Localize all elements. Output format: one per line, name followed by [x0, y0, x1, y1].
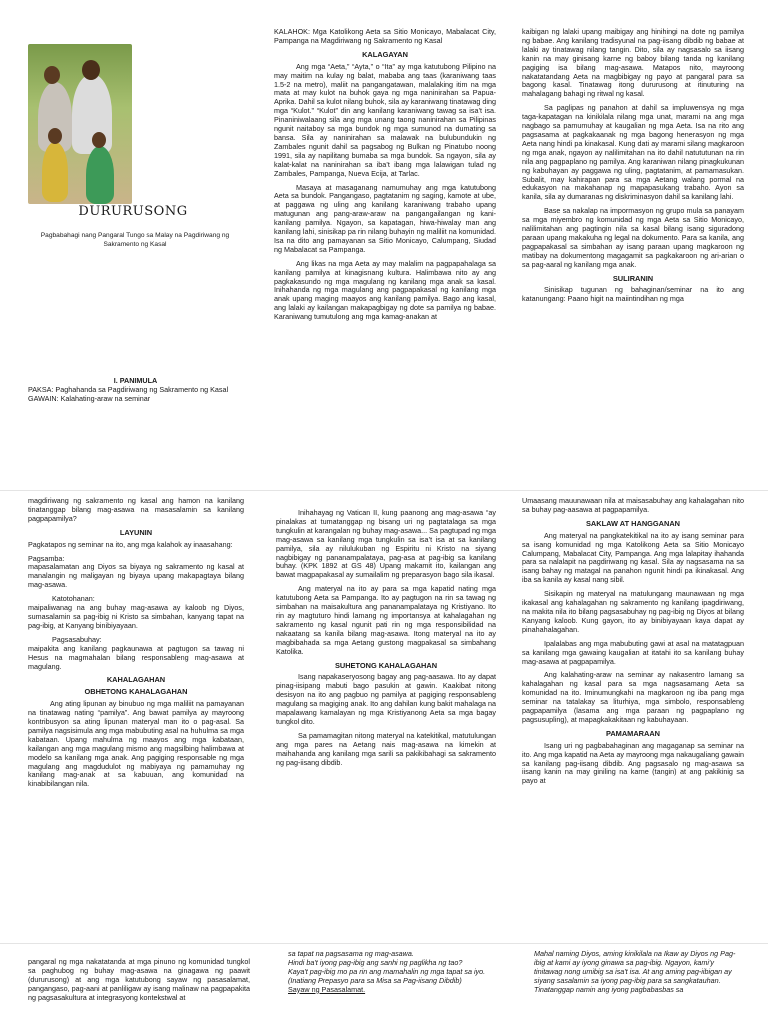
prayer-paragraph: Mahal naming Diyos, aming kinikilala na Ikaw ay Diyos ng Pag-ibig at kami ay iyong ginawa sa pag-ibig. Ngayon, kami'y tinitawag nong umibig sa isa't isa. At ang aming pag-iibigan ay siyang sasalamin sa iyong pag-ibig para sa sangkatauhan. Tinatanggap namin ang iyong pagbabasbas sa	[534, 949, 736, 994]
paragraph: Ang kalahating-araw na seminar ay nakasentro lamang sa kahalagahan ng kasal para sa mga nagsasamang Aeta sa komunidad na ito. Iminumungkahi na magkaroon ng iba pang mga seminar na tatalakay sa liturhiya, mga simbolo, responsableng pagpapamilya (lasama ang mga paraan ng pagpaplano ng pagsusupling), at mapagkakakitaan ng kabuhayaan.	[522, 670, 744, 724]
prayer-line: Kaya't pag-ibig mo pa rin ang mamahalin ng mga tapat sa iyo.	[288, 966, 486, 976]
intro-section	[28, 376, 243, 403]
suliranin-heading: SULIRANIN	[612, 273, 654, 283]
katotohanan-label: Katotohanan:	[52, 594, 95, 604]
paragraph: Inihahayag ng Vatican II, kung paanong ang mag-asawa “ay pinalakas at tumatanggap ng bisang uri ng pagtatalaga sa mga tungkulin at karangalan ng buhay mag-asawa... Sa pagtupad ng mga mag-asawa sa kanilang mga tungkulin sa isa’t isa at sa kanilang pamilya, sila ay nilulukuban ng Espiritu ni Kristo na siyang nagbibigay ng pananampalataya, pag-asa at pag-ibig sa kanilang buhay. (KPK 1892 at GS 48) Upang makamit ito, kailangan ang bawat magpapakasal ay sumailalim ng preparasyon bago sila ikasal.	[276, 508, 496, 580]
document-title: DURURUSONG	[78, 204, 188, 219]
page3-column-3	[534, 950, 744, 995]
page1-column-2	[274, 28, 496, 322]
paragraph: Sinisikap tugunan ng bahaginan/seminar na ito ang katanungang: Paano higit na maiintindihan ng mga	[522, 285, 744, 304]
document-page-1	[0, 0, 768, 490]
paragraph: Ang materyal na ito ay para sa mga kapatid nating mga katutubong Aeta sa Pampanga. Ito ay pagtugon na rin sa tawag ng simbahan na maisakultura ang pananampalataya ng Kristiyano. Ito rin ay magtuturo hindi lamang ng importansya at kahalagahan ng sakramento ng kasal ngunit pati rin ng mga responsibilidad na nakaatang sa kanila bilang mag-asawa. Itong materyal na ito ay magbibahada sa mga Aetang gustong magpakasal sa simbahang Katolika.	[276, 584, 496, 656]
paragraph: Isang uri ng pagbabahaginan ang magaganap sa seminar na ito. Ang mga kapatid na Aeta ay mayroong mga nakaugaliang gawain sa kanilang pag-iisang dibdib. Ang pagsasalo ng mag-asawa sa iisang kanin na may giniling na karne (tangin) at ang pakikinig sa payo at	[522, 740, 744, 786]
prayer-citation: (Inatiang Prepasyo para sa Misa sa Pag-iisang Dibdib)	[288, 975, 462, 985]
page3-column-2	[288, 950, 498, 995]
paragraph: pangaral ng mga nakatatanda at mga pinuno ng komunidad tungkol sa paghubog ng buhay mag-asawa na ginagawa ng paawit (dururusong) at ang mga katutubong sayaw ng pasasalamat, pangangaso, pag-aani at panliligaw ay isang malinaw na pagpapakita ng pagsasakultura at integrasyong kontekstwal at	[28, 957, 250, 1002]
obhetong-heading: OBHETONG KAHALAGAHAN	[84, 687, 188, 697]
page1-column-3	[522, 28, 744, 304]
paragraph: Ang materyal na pangkatekitikal na ito ay isang seminar para sa isang komunidad ng mga Katolikong Aeta sa Sitio Monicayo Calumpang, Mabalacat City, Pampanga. Ang mga lalapitay ihahanda para sa nalalapit na pagdiriwang ng kasal. Sila ay nagsasama na sa isang bahay ng matagal na panahon ngunit hindi pa ikinakasal. Ang iba sa kanila ay kasal nang sibil.	[522, 530, 744, 585]
page2-column-3	[522, 497, 744, 786]
page3-column-1	[28, 958, 250, 1003]
kalagayan-heading: KALAGAYAN	[362, 49, 408, 59]
paragraph: Masaya at masaganang namumuhay ang mga katutubong Aeta sa bundok. Pangangaso, pagtatanim ng saging, kamote at ube, at paggawa ng uling ang kanilang karaniwang trabaho upang matugunan ang pang-araw-araw na pangangailangan ng kani-kanilang pamilya. Ngayon, sa kapatagan, hiwa-hiwalay man ang kanilang lahi, sinisikap pa rin nilang buhayin ng maliliit na komunidad. Isa na dito ang pamayanan sa Sitio Monicayo, Calumpang, Siudad ng Mabalacat sa Pampanga.	[274, 182, 496, 254]
paragraph: Base sa nakalap na impormasyon ng grupo mula sa panayam sa mga miyembro ng komunidad ng mga Aeta sa Sitio Monicayo, nalilimitahan ang pagtingin nila sa kasal bilang isang siguradong paraan upang makakuha ng legal na dokumento. Para sa kanila, ang pagpapakasal sa simbahan ay isang paraan upang magkaroon ng matibay na dokumentong magagamit sa pagkakaroon ng ari-arian o sa pag-aaral ng kanilang mga anak.	[522, 206, 744, 269]
kahalagahan-heading: KAHALAGAHAN	[106, 675, 166, 685]
paragraph: magdiriwang ng sakramento ng kasal ang hamon na kanilang tinatanggap bilang mag-asawa na masasalamin sa kanilang pagpapamilya?	[28, 496, 244, 523]
suhetong-heading: SUHETONG KAHALAGAHAN	[334, 660, 438, 670]
paragraph: Ipalalabas ang mga mabubuting gawi at asal na matatagpuan sa kanilang mga gawaing kaugalian at itatahi ito sa kanilang buhay mag-asawa at pagpapamilya.	[522, 638, 744, 666]
pagsasabuhay-text: maipakita ang kanilang pagkaunawa at pagtugon sa tawag ni Hesus na magmahalan bilang responsableng mag-asawa at magulang.	[28, 643, 244, 671]
document-page-2	[0, 490, 768, 943]
pagsamba-text: mapasalamatan ang Diyos sa biyaya ng sakramento ng kasal at manalangin ng maligayan ng biyaya upang makapagtaya bilang mag-asawa.	[28, 562, 244, 590]
pamamaraan-heading: PAMAMARAAN	[605, 728, 661, 738]
gawain-line: GAWAIN: Kalahating-araw na seminar	[28, 394, 151, 403]
paragraph: Sisikapin ng materyal na matulungang maunawaan ng mga ikakasal ang kahalagahan ng sakramento ng kanilang ipagdiriwang, na makita nila ito bilang pagsasabuhay ng pag-ibig ng Diyos at bilang Kanyang kaloob. Kung gayon, ito ay binibiyayaan kaya dapat ay pinahahalagahan.	[522, 589, 744, 634]
paragraph: Sa paglipas ng panahon at dahil sa impluwensya ng mga taga-kapatagan na kinikilala nilang mga unat, marami na ang mga nagbago sa pamumuhay at kaugalian ng mga Aeta. Isa na rito ang pagsasama at pagkakaanak ng mga bagong henerasyon ng mga Aeta nang hindi pa kinakasal. Kung dati ay marami silang magkaroon ng mga anak, ngayon ay nalilimitahan na ito dahil natututunan na rin nila ang pagpaplano ng pamilya. Ang karaniwan nilang pinagkukunan ng kabuhayan ay paggawa ng uling, pagtatanim, at pamamasukan. Subalit, may kahirapan para sa mga Aetang walang pormal na edukasyon na makahanap ng mapapasukang trabaho. Ayon sa kanila, sila ay dumaranas ng diskriminasyon dahil sa kanilang lahi.	[522, 103, 744, 202]
kalahok-line: KALAHOK: Mga Katolikong Aeta sa Sitio Monicayo, Mabalacat City, Pampanga na Magdiriwang ng Sakramento ng Kasal	[274, 27, 496, 45]
paragraph: Ang ating lipunan ay binubuo ng mga maliliit na pamayanan na tinatawag nating “pamilya”. Ang bawat pamilya ay mayroong kontribusyon sa ating lipunan materyal man ito o pag-asal. Sa pamilya nagsisimula ang mga mabubuting asal na huhulma sa mga kabataan. Upang mahulma ng maayos ang mga kabataan, kailangan ang mga magulang mismo ang magsilbing halimbawa at modelo sa kanilang mga anak. Ang pagiging responsable ng mga magulang ang magdudulot ng mabiyaya ng pamamuhay ng kanilang mag-anak at sa kabuuan, ang komunidad na kinabibilangan nila.	[28, 699, 244, 789]
katotohanan-text: maipaliwanag na ang buhay mag-asawa ay kaloob ng Diyos, sumasalamin sa pag-ibig ni Kristo sa simbahan, kanyang tapat na pag-ibig, at Kanyang binibiyayaan.	[28, 603, 244, 630]
prayer-line: sa tapat na pagsasama ng mag-asawa.	[288, 949, 414, 958]
document-page-3	[0, 943, 768, 1025]
prayer-line: Hindi ba't iyong pag-ibig ang sanhi ng paglikha ng tao?	[288, 957, 463, 967]
document-subtitle: Pagbabahagi nang Pangaral Tungo sa Malay na Pagdiriwang ng Sakramento ng Kasal	[40, 232, 230, 248]
sayaw-label: Sayaw ng Pasasalamat.	[288, 984, 366, 994]
page2-column-2	[276, 509, 496, 772]
paksa-line: PAKSA: Paghahanda sa Pagdiriwang ng Sakramento ng Kasal	[28, 385, 229, 394]
paragraph: Isang napakaseryosong bagay ang pag-aasawa. Ito ay dapat pinag-iisipang mabuti bago pasukin at gawin. Kaakibat nitong desisyon na ito ang pagbuo ng pamilya at pagiging responsableng magulang sa magiging anak. Ito ang dahilan kung bakit mahalaga na mapalawang kamalayan ng mga Kristiyanong Aeta sa mga bagay tungkol dito.	[276, 672, 496, 726]
pagsasabuhay-label: Pagsasabuhay:	[52, 634, 102, 644]
paragraph: Pagkatapos ng seminar na ito, ang mga kalahok ay inaasahang:	[28, 539, 233, 549]
page2-column-1	[28, 497, 244, 794]
layunin-heading: LAYUNIN	[119, 527, 153, 537]
saklaw-heading: SAKLAW AT HANGGANAN	[585, 518, 681, 528]
intro-heading: I. PANIMULA	[113, 376, 158, 385]
family-photo	[28, 44, 132, 204]
pagsamba-label: Pagsamba:	[28, 553, 65, 563]
paragraph: Ang mga “Aeta,” “Ayta,” o “Ita” ay mga katutubong Pilipino na may maitim na kulay ng balat, mababa ang taas (karaniwang taas 1.5-2 na metro), maliit na pangangatawan, malalaking itim na mga mata at may kulot na buhok gaya ng mga naninirahan sa Papua-Aprika. Dahil sa kulot nilang buhok, sila ay karaniwang tinatawag ding mga “Kulot.” “Kulot” din ang kanilang karaniwang tawag sa isa’t isa. Pinaniniwalaang sila ang mga unang taong naninirahan sa Pilipinas ngunit naitaboy sa mga bundok ng mga sumunod na dumating sa bansa. Sila ay naninirahan sa malawak na bulubundukin ng Zambales ngunit dahil sa pagsabog ng Bulkan ng Pinatubo noong 1991, sila ay napilitang bumaba sa mga bundok. Sa ngayon, sila ay kalat-kalat na naninirahan sa iba’t ibang mga lalawigan tulad ng Zambales, Pampanga, Nueva Ecija, at Tarlac.	[274, 61, 496, 178]
paragraph: Sa pamamagitan nitong materyal na katekitikal, matutulungan ang mga pares na Aetang nais mag-asawa na kimekin at maihahanda ang kanilang mga sarili sa pakikibahagi sa sakramento ng pag-iisang dibdib.	[276, 730, 496, 767]
paragraph: kaibigan ng lalaki upang maibigay ang hinihingi na dote ng pamilya ng babae. Ang kanilang tradisyunal na pag-iisang dibdib ng babae at lalaki ay tinatawag nilang tangin. Dito, sila ay nagsasalo sa iisang kanin na may ginisang karne ng baboy bilang tanda ng kanilang pagiging isa bilang mag-asawa. Matapos nito, mayroong nakatatandang Aeta na magbibigay ng payo at pangaral para sa bagong kasal. Tinatawag itong dururusong at itinuturing na mahalagang bahagi ng ritwal ng kasal.	[522, 27, 744, 99]
paragraph: Umaasang mauunawaan nila at maisasabuhay ang kahalagahan nito sa buhay pag-aasawa at pagpapamilya.	[522, 496, 744, 514]
paragraph: Ang likas na mga Aeta ay may malalim na pagpapahalaga sa kanilang pamilya at kinagisnang kultura. Halimbawa nito ay ang pagkakasundo ng mga magulang ng kanilang mga anak sa kasal. Inihahanda ng mga magulang ang pagpapakasal ng kanilang mga anak upang maging maayos ang kanilang pamilya. Bago ang kasal, ang lalaki ay kailangan makapagbigay ng dote sa pamilya ng babae. Karaniwang tumutulong ang mga kamag-anakan at	[274, 258, 496, 322]
